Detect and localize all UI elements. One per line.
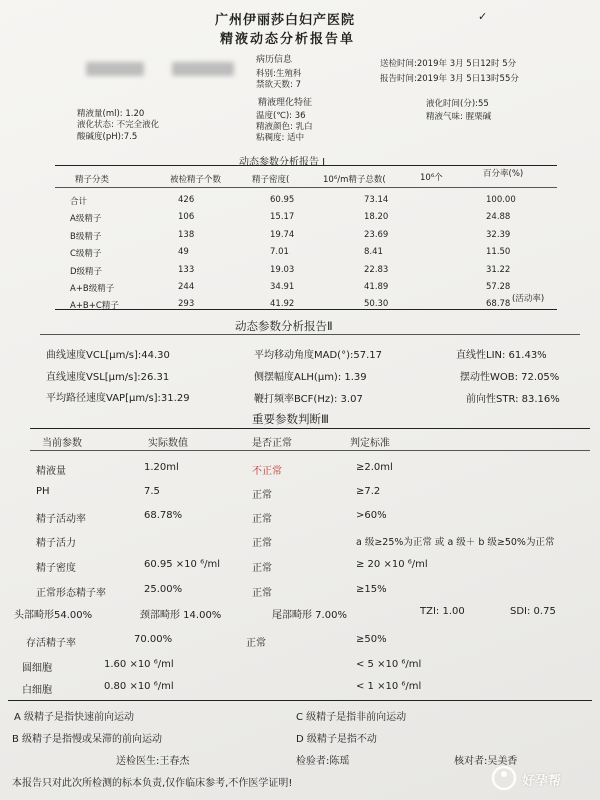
r3-header-standard: 判定标准 — [350, 438, 390, 449]
r1-cell: 68.78 — [486, 299, 511, 310]
r3-status: 正常 — [252, 588, 272, 599]
semen-color: 精液颜色: 乳白 — [256, 122, 313, 132]
r1-cell: 32.39 — [486, 229, 511, 240]
sample-time: 送检时间:2019年 3月 5日12时 5分 — [380, 59, 517, 69]
r1-cell: 31.22 — [486, 264, 511, 275]
r1-cell: 8.41 — [364, 247, 383, 258]
r1-cell: 106 — [178, 212, 195, 223]
dept: 科别:生殖科 — [256, 69, 302, 79]
physchem-heading: 精液理化特征 — [258, 98, 313, 108]
r3-status: 正常 — [252, 563, 272, 574]
history-label: 病历信息 — [256, 55, 293, 65]
r1-cell: 15.17 — [270, 212, 295, 223]
note-a: A 级精子是指快速前向运动 — [14, 712, 135, 723]
redacted-name — [86, 62, 144, 76]
vap: 平均路径速度VAP[μm/s]:31.29 — [46, 393, 190, 404]
r3-standard: a 级≥25%为正常 或 a 级＋ b 级≥50%为正常 — [356, 537, 555, 548]
note-d: D 级精子是指不动 — [296, 734, 377, 745]
r3-status: 不正常 — [252, 466, 282, 477]
r1-cell: 22.83 — [364, 264, 389, 275]
r3-param: 精子活力 — [36, 538, 76, 549]
r3-param: 正常形态精子率 — [36, 588, 106, 599]
r1-cell: 60.95 — [270, 195, 295, 205]
r3-status: 正常 — [252, 538, 272, 549]
r1-cell: 50.30 — [364, 299, 389, 310]
round-cell-standard: < 5 ×10 ⁶/ml — [356, 659, 422, 670]
r1-cell: 19.03 — [270, 264, 295, 275]
r1-cell: 293 — [178, 299, 195, 310]
report-time: 报告时间:2019年 3月 5日13时55分 — [380, 74, 519, 84]
r1-cell: B级精子 — [70, 231, 102, 242]
r3-standard: >60% — [356, 510, 387, 521]
r3-status: 正常 — [252, 490, 272, 501]
r1-cell: 100.00 — [486, 195, 516, 205]
wbc-value: 0.80 ×10 ⁶/ml — [104, 681, 174, 692]
lin: 直线性LIN: 61.43% — [456, 350, 547, 361]
r3-value: 60.95 ×10 ⁶/ml — [144, 559, 220, 570]
r1-cell: 23.69 — [364, 229, 389, 240]
r1-header-total: 10⁶/m精子总数( — [323, 175, 386, 185]
r1-cell: 41.92 — [270, 299, 295, 310]
ph-value: 酸碱度(pH):7.5 — [77, 132, 138, 142]
wbc-label: 白细胞 — [22, 685, 52, 696]
r1-cell: 49 — [178, 247, 189, 258]
r1-cell: 57.28 — [486, 282, 511, 292]
r1-cell: 24.88 — [486, 212, 511, 223]
bcf: 鞭打频率BCF(Hz): 3.07 — [254, 394, 363, 405]
hospital-name: 广州伊丽莎白妇产医院 — [215, 13, 356, 28]
r1-header-pct: 百分率(%) — [483, 169, 524, 179]
r1-cell: D级精子 — [70, 266, 103, 277]
live-value: 70.00% — [134, 634, 173, 645]
round-cell-value: 1.60 ×10 ⁶/ml — [104, 659, 174, 670]
watermark-logo-icon — [490, 764, 518, 792]
report1-heading: 动态参数分析报告 I — [239, 157, 326, 168]
vsl: 直线速度VSL[μm/s]:26.31 — [46, 372, 170, 383]
r1-cell: C级精子 — [70, 249, 102, 260]
activity-note: (活动率) — [512, 294, 545, 304]
check-mark-icon: ✓ — [478, 10, 488, 23]
r1-cell: 73.14 — [364, 195, 389, 205]
r3-value: 7.5 — [144, 486, 160, 497]
r1-cell: 244 — [178, 282, 195, 292]
alh: 侧摆幅度ALH(μm): 1.39 — [254, 372, 367, 383]
r3-value: 25.00% — [144, 584, 183, 595]
live-status: 正常 — [246, 638, 266, 649]
r3-standard: ≥ 20 ×10 ⁶/ml — [356, 559, 428, 570]
redacted-id — [172, 62, 234, 76]
r1-header-unit: 10⁶个 — [420, 173, 443, 183]
r1-cell: 18.20 — [364, 212, 389, 223]
temperature: 温度(℃): 36 — [256, 111, 306, 121]
r1-cell: 合计 — [70, 197, 88, 207]
r3-header-param: 当前参数 — [42, 438, 82, 449]
report2-heading: 动态参数分析报告Ⅱ — [235, 319, 333, 333]
note-c: C 级精子是指非前向运动 — [296, 712, 407, 723]
r1-cell: A+B+C精子 — [70, 301, 119, 312]
r3-status: 正常 — [252, 514, 272, 525]
r1-cell: 11.50 — [486, 247, 511, 258]
r1-cell: 19.74 — [270, 229, 295, 240]
r1-cell: 41.89 — [364, 282, 389, 292]
live-standard: ≥50% — [356, 634, 387, 645]
sdi: SDI: 0.75 — [510, 606, 556, 617]
tester: 检验者:陈瑶 — [296, 756, 350, 767]
tzi: TZI: 1.00 — [420, 606, 465, 617]
viscosity: 粘稠度: 适中 — [256, 133, 305, 143]
r1-cell: 7.01 — [270, 247, 289, 258]
r3-standard: ≥7.2 — [356, 486, 381, 497]
semen-volume: 精液量(ml): 1.20 — [77, 109, 145, 119]
report-title: 精液动态分析报告单 — [220, 32, 356, 47]
str: 前向性STR: 83.16% — [466, 394, 560, 405]
r3-param: 精子活动率 — [36, 514, 86, 525]
doctor: 送检医生:王春杰 — [116, 756, 190, 767]
r3-param: PH — [36, 486, 50, 497]
abstinence-days: 禁欲天数: 7 — [256, 80, 301, 90]
r3-standard: ≥2.0ml — [356, 462, 393, 473]
disclaimer: 本报告只对此次所检测的标本负责,仅作临床参考,不作医学证明! — [12, 778, 293, 789]
watermark-text: 好孕帮 — [522, 774, 562, 789]
r1-cell: 34.91 — [270, 282, 295, 292]
r3-param: 精液量 — [36, 466, 66, 477]
checker: 核对者:吴美香 — [454, 756, 518, 767]
r1-header-density: 精子密度( — [252, 175, 290, 185]
note-b: B 级精子是指慢或呆滞的前向运动 — [12, 734, 163, 745]
r3-value: 1.20ml — [144, 462, 179, 473]
live-label: 存活精子率 — [26, 638, 76, 649]
vcl: 曲线速度VCL[μm/s]:44.30 — [46, 350, 170, 361]
r3-header-value: 实际数值 — [148, 438, 188, 449]
r1-header-class: 精子分类 — [75, 175, 110, 185]
r1-cell: 133 — [178, 264, 195, 275]
liquefaction-time: 液化时间(分):55 — [426, 99, 489, 109]
r1-cell: 138 — [178, 229, 195, 240]
report3-heading: 重要参数判断Ⅲ — [252, 412, 329, 426]
wob: 摆动性WOB: 72.05% — [460, 372, 560, 383]
mad: 平均移动角度MAD(°):57.17 — [254, 350, 382, 361]
neck-defect: 颈部畸形 14.00% — [140, 610, 222, 621]
r1-cell: A+B级精子 — [70, 284, 115, 294]
r3-standard: ≥15% — [356, 584, 387, 595]
r3-value: 68.78% — [144, 510, 183, 521]
round-cell-label: 圆细胞 — [22, 663, 52, 674]
tail-defect: 尾部畸形 7.00% — [272, 610, 347, 621]
r1-cell: A级精子 — [70, 214, 102, 225]
liquefaction-state: 液化状态: 不完全液化 — [77, 120, 160, 130]
r3-param: 精子密度 — [36, 563, 76, 574]
head-defect: 头部畸形54.00% — [14, 610, 93, 621]
semen-odor: 精液气味: 腥栗碱 — [426, 112, 492, 122]
r1-header-count: 被检精子个数 — [170, 175, 222, 185]
wbc-standard: < 1 ×10 ⁶/ml — [356, 681, 422, 692]
r3-header-status: 是否正常 — [252, 438, 292, 449]
r1-cell: 426 — [178, 195, 195, 205]
